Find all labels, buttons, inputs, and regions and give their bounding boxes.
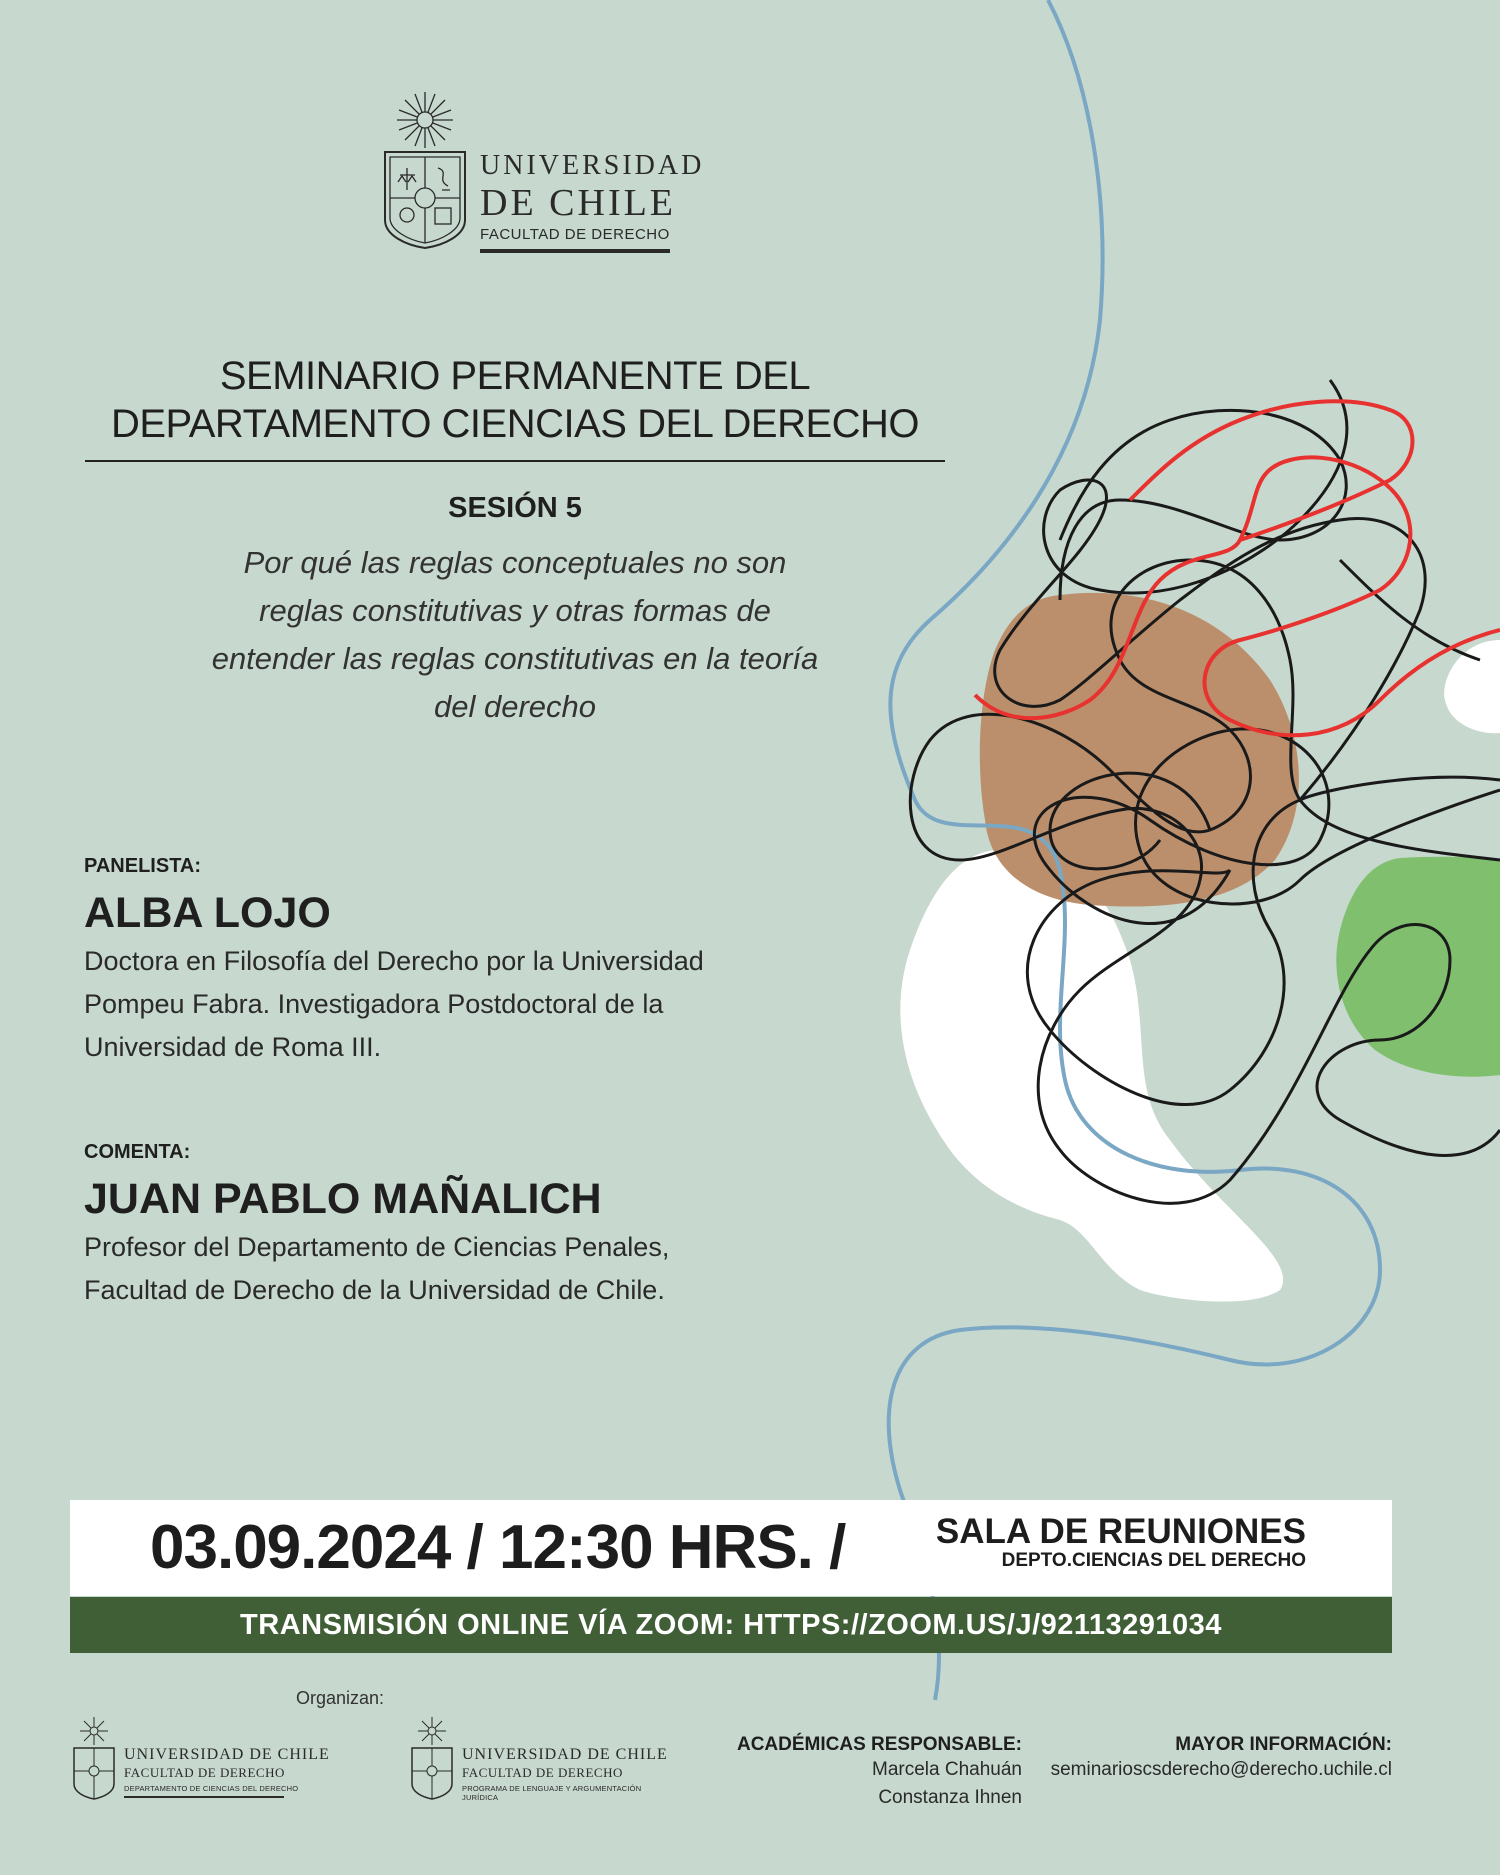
- title-divider: [85, 460, 945, 462]
- green-blob: [1336, 857, 1500, 1077]
- logo1-rule: [124, 1796, 284, 1798]
- commentator-desc-line: Facultad de Derecho de la Universidad de Chile.: [84, 1275, 665, 1305]
- university-name-line2: DE CHILE: [480, 182, 677, 224]
- info-block: [1051, 1734, 1392, 1784]
- brown-blob: [980, 593, 1299, 907]
- organizer-logo-1: [72, 1716, 332, 1796]
- faculty-name: FACULTAD DE DERECHO: [480, 226, 670, 243]
- panelist-desc-line: Universidad de Roma III.: [84, 1032, 382, 1062]
- commentator-name: JUAN PABLO MAÑALICH: [84, 1175, 602, 1223]
- room-block: [936, 1514, 1306, 1572]
- university-name-line1: UNIVERSIDAD: [480, 150, 705, 181]
- info-label: MAYOR INFORMACIÓN:: [1175, 1734, 1392, 1755]
- commentator-desc-line: Profesor del Departamento de Ciencias Penales,: [84, 1232, 670, 1262]
- talk-title-line: reglas constitutivas y otras formas de: [259, 593, 771, 628]
- university-crest-icon: [410, 1716, 454, 1800]
- red-line: [975, 401, 1500, 735]
- date-bar: [70, 1500, 1392, 1596]
- university-logo: [380, 90, 705, 260]
- panelist-section: [84, 855, 864, 1069]
- logo-rule: [480, 249, 670, 253]
- commentator-section: [84, 1141, 864, 1312]
- blue-line: [889, 0, 1380, 1700]
- responsables-block: [737, 1734, 1022, 1812]
- commentator-description: [84, 1226, 864, 1312]
- responsable-name: Constanza Ihnen: [878, 1787, 1022, 1808]
- organizer-logo-2: [410, 1716, 670, 1802]
- responsable-name: Marcela Chahuán: [872, 1759, 1022, 1780]
- title-block: [85, 352, 945, 731]
- logo2-line1: UNIVERSIDAD DE CHILE: [462, 1746, 668, 1763]
- talk-title-line: entender las reglas constitutivas en la teoría: [211, 641, 819, 676]
- commentator-label: COMENTA:: [84, 1141, 191, 1163]
- white-blob-right: [1444, 640, 1500, 733]
- organizers-label: Organizan:: [296, 1688, 385, 1708]
- info-email[interactable]: seminarioscsderecho@derecho.uchile.cl: [1050, 1759, 1392, 1780]
- room-name: SALA DE REUNIONES: [935, 1512, 1306, 1551]
- logo2-line2: FACULTAD DE DERECHO: [462, 1765, 623, 1780]
- zoom-bar: [70, 1597, 1392, 1653]
- logo1-line2: FACULTAD DE DERECHO: [124, 1765, 285, 1780]
- black-line-upper: [1060, 410, 1480, 660]
- event-date-time: 03.09.2024 / 12:30 HRS. /: [150, 1513, 846, 1582]
- panelist-label: PANELISTA:: [84, 855, 202, 877]
- logo1-line3: DEPARTAMENTO DE CIENCIAS DEL DERECHO: [124, 1784, 299, 1793]
- seminar-title-line2: DEPARTAMENTO CIENCIAS DEL DERECHO: [110, 402, 920, 446]
- zoom-link[interactable]: TRANSMISIÓN ONLINE VÍA ZOOM: HTTPS://ZOOM.US/J/92113291034: [240, 1609, 1222, 1641]
- talk-title: [135, 539, 895, 731]
- university-crest-icon: [72, 1716, 116, 1800]
- university-crest-icon: [380, 90, 470, 250]
- panelist-description: [84, 940, 864, 1069]
- panelist-name: ALBA LOJO: [84, 889, 331, 937]
- logo2-line3: PROGRAMA DE LENGUAJE Y ARGUMENTACIÓN JURÍDICA: [462, 1784, 642, 1802]
- talk-title-line: del derecho: [433, 689, 596, 724]
- responsables-label: ACADÉMICAS RESPONSABLE:: [736, 1734, 1022, 1755]
- talk-title-line: Por qué las reglas conceptuales no son: [243, 545, 787, 580]
- white-blob: [900, 850, 1283, 1302]
- panelist-desc-line: Doctora en Filosofía del Derecho por la Universidad: [84, 946, 704, 976]
- session-number: SESIÓN 5: [448, 492, 582, 524]
- panelist-desc-line: Pompeu Fabra. Investigadora Postdoctoral de la: [84, 989, 664, 1019]
- logo1-line1: UNIVERSIDAD DE CHILE: [124, 1746, 330, 1763]
- black-line: [910, 380, 1500, 1203]
- room-department: DEPTO.CIENCIAS DEL DERECHO: [1001, 1550, 1306, 1571]
- seminar-title-line1: SEMINARIO PERMANENTE DEL: [219, 354, 811, 398]
